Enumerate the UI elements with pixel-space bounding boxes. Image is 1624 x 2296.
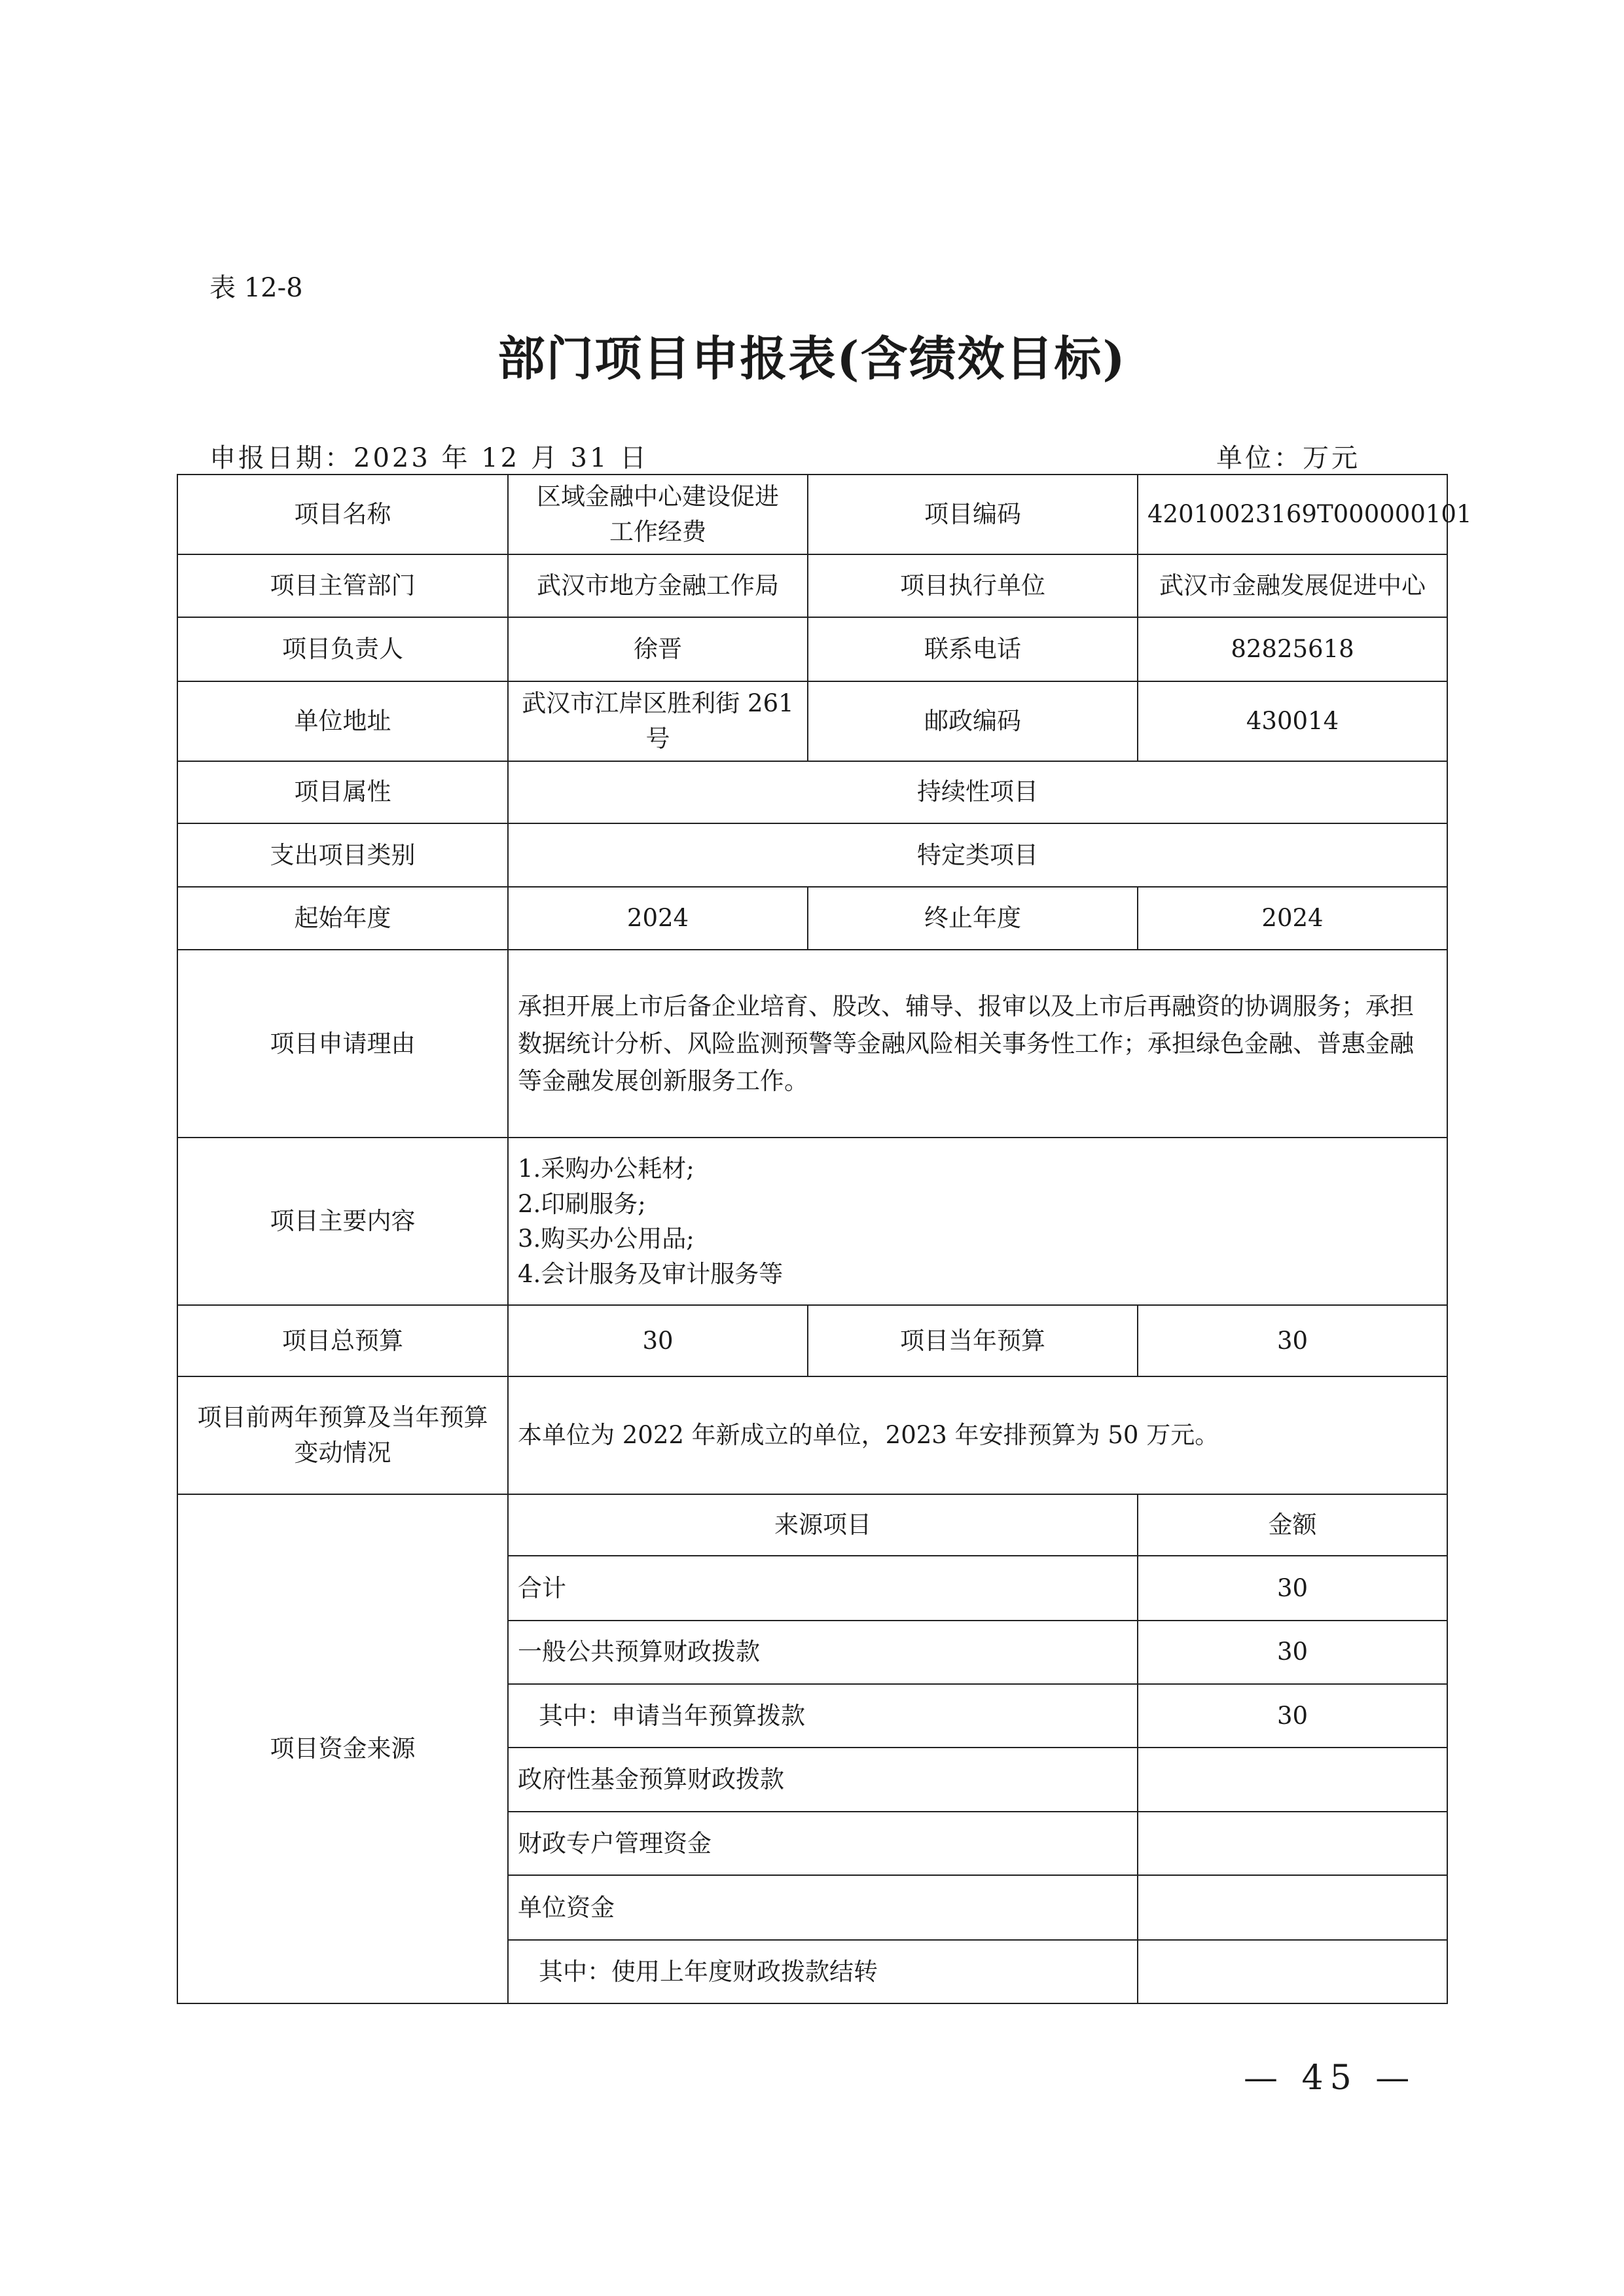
postal-code-value: 430014 [1138, 681, 1447, 761]
content-label: 项目主要内容 [177, 1138, 508, 1306]
category-value: 特定类项目 [508, 823, 1447, 887]
attribute-value: 持续性项目 [508, 761, 1447, 823]
phone-value: 82825618 [1138, 617, 1447, 681]
content-item: 2.印刷服务; [518, 1189, 646, 1218]
current-budget-value: 30 [1138, 1305, 1447, 1376]
document-title: 部门项目申报表(含绩效目标) [497, 331, 1127, 386]
funding-item-name: 单位资金 [508, 1875, 1138, 1939]
unit-label: 单位：万元 [1216, 443, 1360, 473]
funding-item-name: 其中：使用上年度财政拨款结转 [508, 1940, 1138, 2003]
funding-item-amount [1138, 1875, 1447, 1939]
table-row [177, 887, 1447, 950]
funding-item-name: 财政专户管理资金 [508, 1812, 1138, 1875]
table-label: 表 12-8 [209, 273, 303, 303]
department-value: 武汉市地方金融工作局 [508, 554, 808, 617]
funding-item-name: 合计 [508, 1556, 1138, 1620]
postal-code-label: 邮政编码 [808, 681, 1138, 761]
table-row [177, 950, 1447, 1138]
phone-label: 联系电话 [808, 617, 1138, 681]
start-year-value: 2024 [508, 887, 808, 950]
funding-item-name: 一般公共预算财政拨款 [508, 1621, 1138, 1684]
project-name-line: 工作经费 [609, 517, 706, 546]
funding-item-name: 其中：申请当年预算拨款 [508, 1684, 1138, 1748]
funding-item-amount: 30 [1138, 1684, 1447, 1748]
current-budget-label: 项目当年预算 [808, 1305, 1138, 1376]
project-code-value: 42010023169T000000101 [1138, 475, 1447, 554]
manager-label: 项目负责人 [177, 617, 508, 681]
exec-unit-value: 武汉市金融发展促进中心 [1138, 554, 1447, 617]
address-label: 单位地址 [177, 681, 508, 761]
table-row [177, 1494, 1447, 1556]
report-date: 申报日期：2023 年 12 月 31 日 [209, 443, 649, 473]
address-value: 武汉市江岸区胜利街 261 号 [508, 681, 808, 761]
project-application-table [177, 474, 1472, 2004]
budget-change-label: 项目前两年预算及当年预算变动情况 [177, 1376, 508, 1494]
reason-label: 项目申请理由 [177, 950, 508, 1138]
page-number: — 45 — [1244, 2058, 1416, 2098]
project-name-value [508, 475, 808, 554]
budget-change-value: 本单位为 2022 年新成立的单位，2023 年安排预算为 50 万元。 [508, 1376, 1447, 1494]
manager-value: 徐晋 [508, 617, 808, 681]
funding-source-label: 项目资金来源 [177, 1494, 508, 2003]
table-row [177, 1138, 1447, 1306]
funding-item-amount [1138, 1748, 1447, 1812]
start-year-label: 起始年度 [177, 887, 508, 950]
total-budget-value: 30 [508, 1305, 808, 1376]
project-name-line: 区域金融中心建设促进 [537, 482, 779, 511]
table-row [177, 823, 1447, 887]
funding-item-name: 政府性基金预算财政拨款 [508, 1748, 1138, 1812]
table-row [177, 617, 1447, 681]
department-label: 项目主管部门 [177, 554, 508, 617]
project-name-label: 项目名称 [177, 475, 508, 554]
funding-item-amount [1138, 1940, 1447, 2003]
project-code-label: 项目编码 [808, 475, 1138, 554]
attribute-label: 项目属性 [177, 761, 508, 823]
content-item: 1.采购办公耗材; [518, 1154, 695, 1183]
funding-item-amount: 30 [1138, 1621, 1447, 1684]
content-item: 3.购买办公用品; [518, 1225, 695, 1253]
table-row [177, 554, 1447, 617]
funding-item-amount: 30 [1138, 1556, 1447, 1620]
table-row [177, 475, 1447, 554]
end-year-label: 终止年度 [808, 887, 1138, 950]
exec-unit-label: 项目执行单位 [808, 554, 1138, 617]
funding-item-amount [1138, 1812, 1447, 1875]
end-year-value: 2024 [1138, 887, 1447, 950]
funding-source-header: 来源项目 [508, 1494, 1138, 1556]
table-row [177, 1305, 1447, 1376]
content-value [508, 1138, 1447, 1306]
reason-value: 承担开展上市后备企业培育、股改、辅导、报审以及上市后再融资的协调服务；承担数据统计分析、风险监测预警等金融风险相关事务性工作；承担绿色金融、普惠金融等金融发展创新服务工作。 [508, 950, 1447, 1138]
funding-amount-header: 金额 [1138, 1494, 1447, 1556]
category-label: 支出项目类别 [177, 823, 508, 887]
total-budget-label: 项目总预算 [177, 1305, 508, 1376]
table-row [177, 681, 1447, 761]
content-item: 4.会计服务及审计服务等 [518, 1259, 784, 1288]
table-row [177, 761, 1447, 823]
table-row [177, 1376, 1447, 1494]
